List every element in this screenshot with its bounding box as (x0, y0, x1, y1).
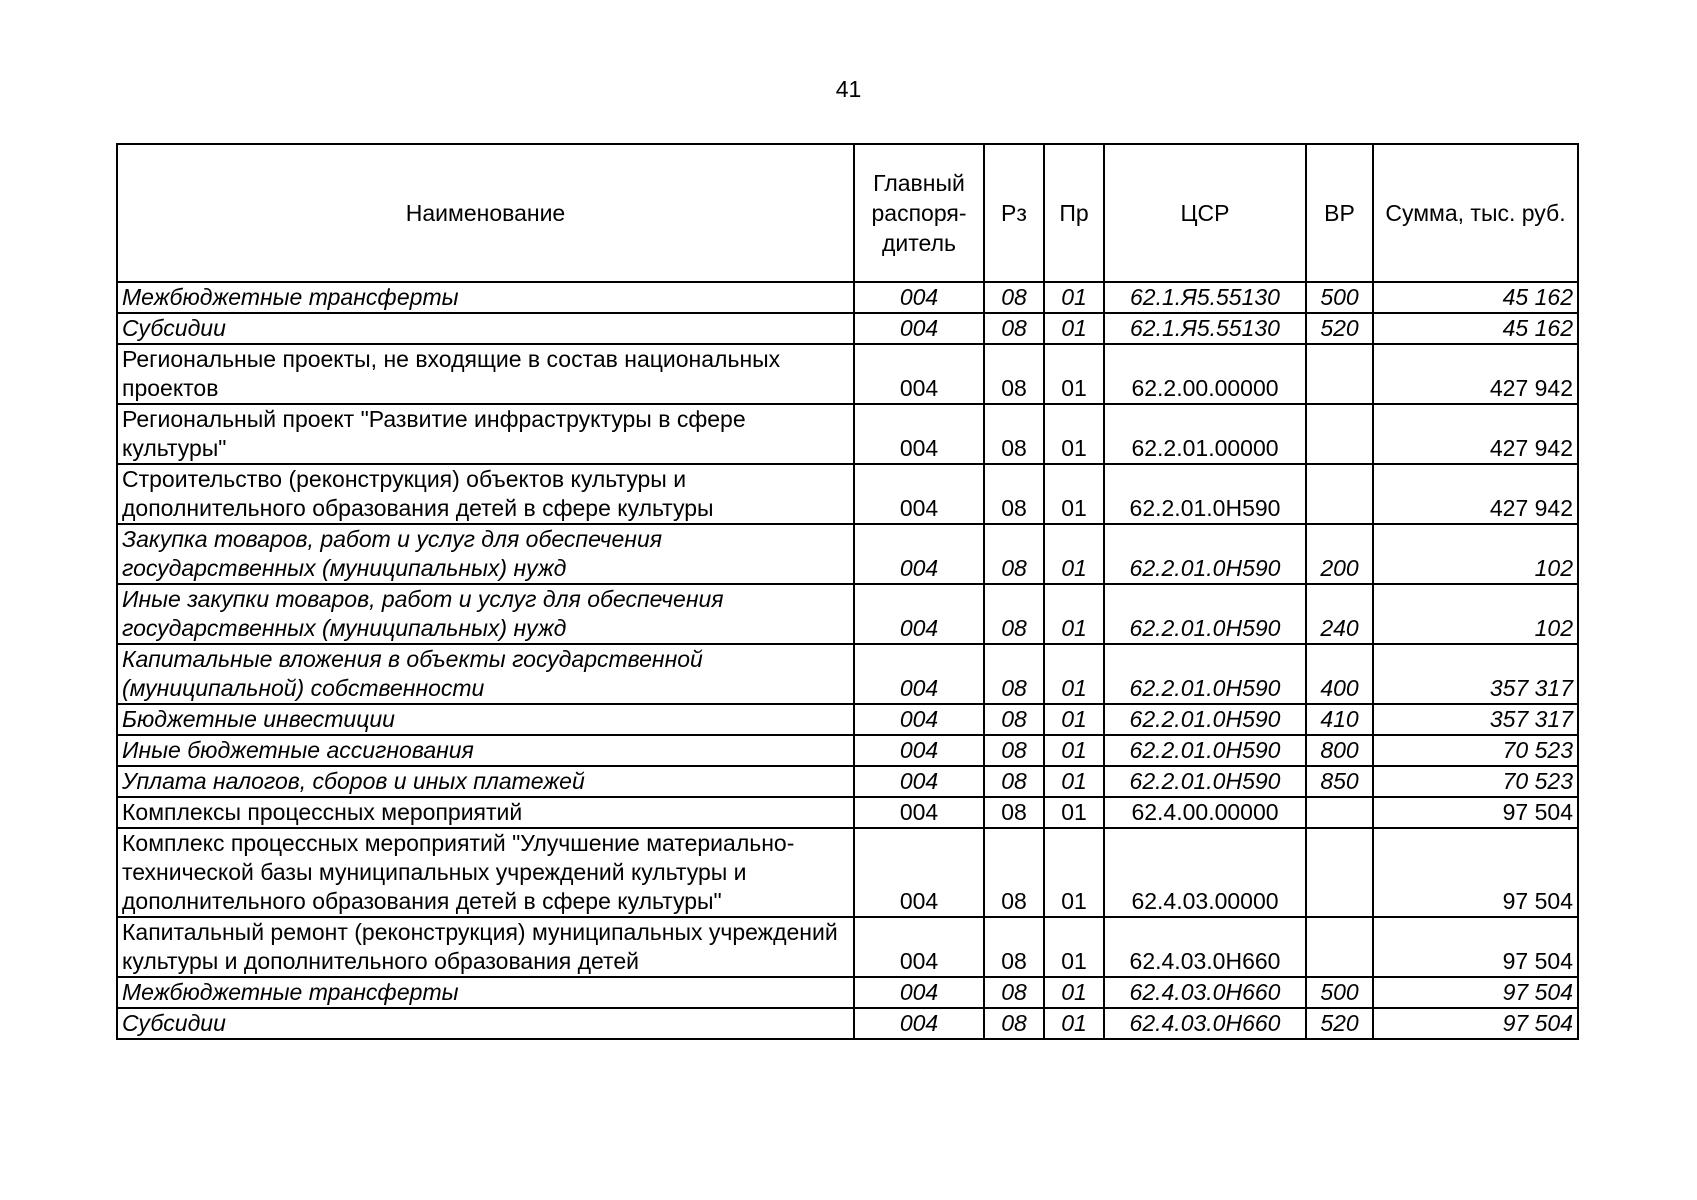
cell-name: Закупка товаров, работ и услуг для обеспечения государственных (муниципальных) нужд (117, 524, 854, 584)
header-sum: Сумма, тыс. руб. (1373, 144, 1578, 282)
table-row (117, 313, 1578, 344)
cell-sum: 70 523 (1373, 766, 1578, 797)
cell-rz: 08 (984, 1008, 1044, 1039)
cell-pr: 01 (1044, 464, 1104, 524)
cell-csr: 62.1.Я5.55130 (1104, 313, 1306, 344)
cell-sum: 427 942 (1373, 404, 1578, 464)
cell-rz: 08 (984, 404, 1044, 464)
cell-pr: 01 (1044, 1008, 1104, 1039)
cell-csr: 62.4.03.0Н660 (1104, 977, 1306, 1008)
cell-sum: 97 504 (1373, 797, 1578, 828)
cell-rz: 08 (984, 464, 1044, 524)
cell-grbs: 004 (854, 766, 984, 797)
table-body (117, 282, 1578, 1039)
cell-rz: 08 (984, 917, 1044, 977)
budget-table (116, 143, 1579, 1040)
cell-grbs: 004 (854, 524, 984, 584)
cell-sum: 357 317 (1373, 644, 1578, 704)
cell-vr: 520 (1306, 1008, 1373, 1039)
cell-sum: 357 317 (1373, 704, 1578, 735)
cell-grbs: 004 (854, 977, 984, 1008)
cell-rz: 08 (984, 344, 1044, 404)
cell-csr: 62.2.01.0Н590 (1104, 704, 1306, 735)
cell-name: Капитальный ремонт (реконструкция) муниципальных учреждений культуры и дополнительного образования детей (117, 917, 854, 977)
cell-pr: 01 (1044, 524, 1104, 584)
cell-csr: 62.4.00.00000 (1104, 797, 1306, 828)
cell-pr: 01 (1044, 344, 1104, 404)
cell-sum: 70 523 (1373, 735, 1578, 766)
cell-rz: 08 (984, 766, 1044, 797)
table-row (117, 797, 1578, 828)
header-vr: ВР (1306, 144, 1373, 282)
table-row (117, 524, 1578, 584)
cell-rz: 08 (984, 644, 1044, 704)
cell-pr: 01 (1044, 404, 1104, 464)
cell-grbs: 004 (854, 735, 984, 766)
cell-name: Межбюджетные трансферты (117, 977, 854, 1008)
cell-pr: 01 (1044, 766, 1104, 797)
cell-vr (1306, 828, 1373, 917)
cell-grbs: 004 (854, 344, 984, 404)
cell-name: Иные закупки товаров, работ и услуг для обеспечения государственных (муниципальных) нужд (117, 584, 854, 644)
cell-name: Региональный проект "Развитие инфраструктуры в сфере культуры" (117, 404, 854, 464)
cell-vr (1306, 344, 1373, 404)
cell-grbs: 004 (854, 828, 984, 917)
cell-pr: 01 (1044, 644, 1104, 704)
table-row (117, 584, 1578, 644)
cell-csr: 62.4.03.0Н660 (1104, 1008, 1306, 1039)
cell-pr: 01 (1044, 917, 1104, 977)
cell-vr (1306, 464, 1373, 524)
table-header-row (117, 144, 1578, 282)
table-row (117, 917, 1578, 977)
cell-name: Иные бюджетные ассигнования (117, 735, 854, 766)
cell-name: Субсидии (117, 313, 854, 344)
cell-name: Субсидии (117, 1008, 854, 1039)
cell-name: Строительство (реконструкция) объектов культуры и дополнительного образования детей в сфере культуры (117, 464, 854, 524)
cell-grbs: 004 (854, 464, 984, 524)
cell-csr: 62.2.01.0Н590 (1104, 766, 1306, 797)
cell-grbs: 004 (854, 313, 984, 344)
header-rz: Рз (984, 144, 1044, 282)
table-row (117, 828, 1578, 917)
table-row (117, 644, 1578, 704)
cell-name: Комплекс процессных мероприятий "Улучшение материально-технической базы муниципальных учреждений культуры и дополнительного образования детей в сфере культуры" (117, 828, 854, 917)
cell-csr: 62.1.Я5.55130 (1104, 282, 1306, 313)
cell-name: Региональные проекты, не входящие в состав национальных проектов (117, 344, 854, 404)
cell-csr: 62.2.01.0Н590 (1104, 524, 1306, 584)
cell-grbs: 004 (854, 1008, 984, 1039)
cell-csr: 62.2.01.0Н590 (1104, 464, 1306, 524)
cell-name: Капитальные вложения в объекты государственной (муниципальной) собственности (117, 644, 854, 704)
cell-grbs: 004 (854, 704, 984, 735)
cell-sum: 102 (1373, 584, 1578, 644)
cell-name: Бюджетные инвестиции (117, 704, 854, 735)
cell-rz: 08 (984, 828, 1044, 917)
table-row (117, 404, 1578, 464)
cell-sum: 97 504 (1373, 917, 1578, 977)
table-row (117, 735, 1578, 766)
table-row (117, 977, 1578, 1008)
cell-pr: 01 (1044, 735, 1104, 766)
cell-csr: 62.4.03.0Н660 (1104, 917, 1306, 977)
cell-csr: 62.2.01.0Н590 (1104, 735, 1306, 766)
cell-pr: 01 (1044, 828, 1104, 917)
table-row (117, 704, 1578, 735)
cell-vr: 410 (1306, 704, 1373, 735)
cell-vr (1306, 797, 1373, 828)
cell-rz: 08 (984, 313, 1044, 344)
cell-vr (1306, 404, 1373, 464)
cell-pr: 01 (1044, 282, 1104, 313)
cell-rz: 08 (984, 584, 1044, 644)
cell-csr: 62.2.01.0Н590 (1104, 584, 1306, 644)
cell-vr: 200 (1306, 524, 1373, 584)
cell-sum: 45 162 (1373, 282, 1578, 313)
cell-rz: 08 (984, 282, 1044, 313)
cell-csr: 62.2.01.0Н590 (1104, 644, 1306, 704)
cell-name: Уплата налогов, сборов и иных платежей (117, 766, 854, 797)
cell-sum: 427 942 (1373, 344, 1578, 404)
table-row (117, 1008, 1578, 1039)
cell-rz: 08 (984, 977, 1044, 1008)
cell-grbs: 004 (854, 282, 984, 313)
table-row (117, 282, 1578, 313)
cell-vr: 400 (1306, 644, 1373, 704)
table-row (117, 464, 1578, 524)
cell-grbs: 004 (854, 584, 984, 644)
cell-name: Межбюджетные трансферты (117, 282, 854, 313)
cell-name: Комплексы процессных мероприятий (117, 797, 854, 828)
cell-grbs: 004 (854, 404, 984, 464)
cell-pr: 01 (1044, 584, 1104, 644)
cell-grbs: 004 (854, 917, 984, 977)
cell-rz: 08 (984, 735, 1044, 766)
cell-grbs: 004 (854, 644, 984, 704)
header-grbs: Главный распоря-дитель (854, 144, 984, 282)
cell-sum: 427 942 (1373, 464, 1578, 524)
header-pr: Пр (1044, 144, 1104, 282)
cell-csr: 62.4.03.00000 (1104, 828, 1306, 917)
cell-sum: 97 504 (1373, 977, 1578, 1008)
cell-vr: 500 (1306, 282, 1373, 313)
cell-vr: 800 (1306, 735, 1373, 766)
header-csr: ЦСР (1104, 144, 1306, 282)
cell-pr: 01 (1044, 797, 1104, 828)
cell-rz: 08 (984, 797, 1044, 828)
cell-rz: 08 (984, 704, 1044, 735)
cell-sum: 45 162 (1373, 313, 1578, 344)
page-number: 41 (835, 76, 862, 102)
cell-rz: 08 (984, 524, 1044, 584)
cell-sum: 97 504 (1373, 828, 1578, 917)
cell-pr: 01 (1044, 313, 1104, 344)
cell-sum: 102 (1373, 524, 1578, 584)
cell-vr: 850 (1306, 766, 1373, 797)
cell-csr: 62.2.00.00000 (1104, 344, 1306, 404)
table-row (117, 766, 1578, 797)
cell-pr: 01 (1044, 704, 1104, 735)
header-name: Наименование (117, 144, 854, 282)
cell-vr: 500 (1306, 977, 1373, 1008)
cell-sum: 97 504 (1373, 1008, 1578, 1039)
cell-pr: 01 (1044, 977, 1104, 1008)
cell-vr: 520 (1306, 313, 1373, 344)
cell-vr: 240 (1306, 584, 1373, 644)
cell-grbs: 004 (854, 797, 984, 828)
cell-vr (1306, 917, 1373, 977)
cell-csr: 62.2.01.00000 (1104, 404, 1306, 464)
table-row (117, 344, 1578, 404)
